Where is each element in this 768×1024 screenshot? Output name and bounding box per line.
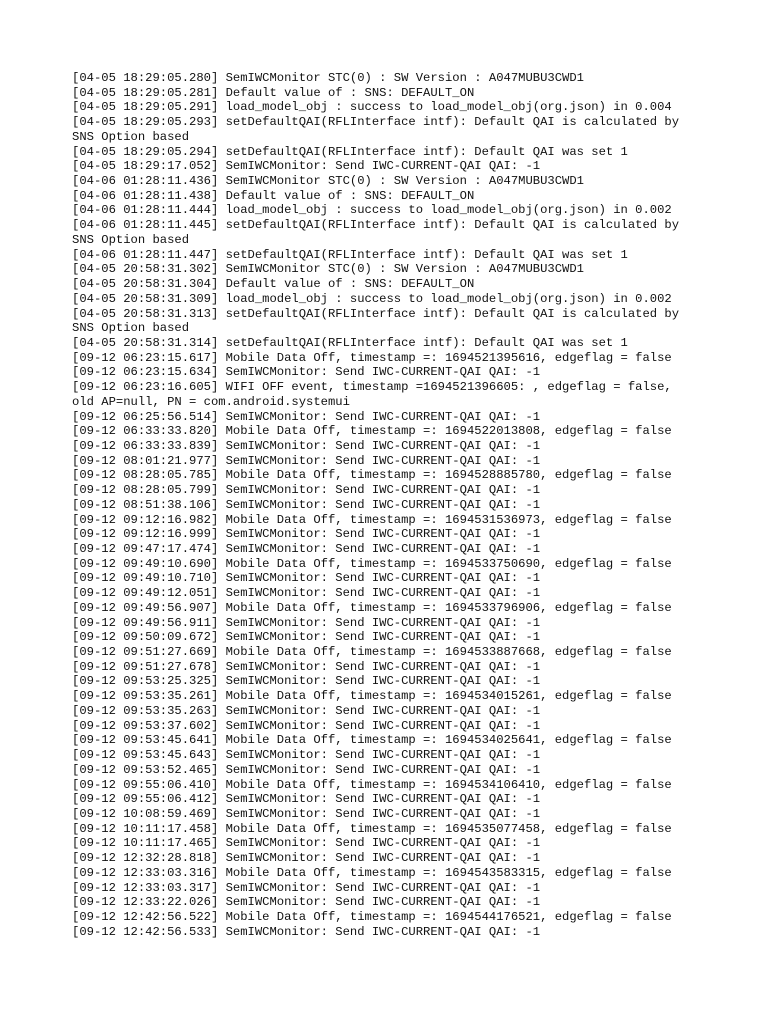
log-line: [04-06 01:28:11.444] load_model_obj : success to load_model_obj(org.json) in 0.002: [72, 203, 672, 218]
log-line: [09-12 09:47:17.474] SemIWCMonitor: Send IWC-CURRENT-QAI QAI: -1: [72, 542, 541, 556]
log-line: [04-05 20:58:31.304] Default value of : SNS: DEFAULT_ON: [72, 277, 475, 292]
log-document: [72, 71, 712, 939]
log-line: [09-12 08:01:21.977] SemIWCMonitor: Send IWC-CURRENT-QAI QAI: -1: [72, 453, 541, 468]
log-line: [09-12 09:49:12.051] SemIWCMonitor: Send IWC-CURRENT-QAI QAI: -1: [72, 586, 541, 601]
log-line: [09-12 06:33:33.820] Mobile Data Off, timestamp =: 1694522013808, edgeflag = false: [72, 424, 672, 439]
log-line: [09-12 09:51:27.669] Mobile Data Off, timestamp =: 1694533887668, edgeflag = false: [72, 645, 672, 660]
log-line: [09-12 08:51:38.106] SemIWCMonitor: Send IWC-CURRENT-QAI QAI: -1: [72, 497, 541, 512]
log-line: [04-05 18:29:05.281] Default value of : SNS: DEFAULT_ON: [72, 85, 475, 100]
log-line: [09-12 06:25:56.514] SemIWCMonitor: Send IWC-CURRENT-QAI QAI: -1: [72, 409, 541, 424]
log-line: old AP=null, PN = com.android.systemui: [72, 394, 350, 409]
log-line: [09-12 09:49:10.710] SemIWCMonitor: Send IWC-CURRENT-QAI QAI: -1: [72, 571, 541, 586]
log-line: [04-05 20:58:31.302] SemIWCMonitor STC(0) : SW Version : A047MUBU3CWD1: [72, 262, 584, 277]
log-line: [09-12 10:08:59.469] SemIWCMonitor: Send IWC-CURRENT-QAI QAI: -1: [72, 806, 541, 821]
log-line: [04-05 18:29:05.293] setDefaultQAI(RFLInterface intf): Default QAI is calculated by: [72, 115, 680, 130]
log-line: [09-12 06:33:33.839] SemIWCMonitor: Send IWC-CURRENT-QAI QAI: -1: [72, 438, 541, 453]
log-line: [09-12 09:53:45.641] Mobile Data Off, timestamp =: 1694534025641, edgeflag = false: [72, 733, 672, 748]
log-line: [04-05 18:29:05.294] setDefaultQAI(RFLInterface intf): Default QAI was set 1: [72, 144, 628, 159]
log-line: SNS Option based: [72, 129, 190, 144]
log-line: [09-12 12:33:03.317] SemIWCMonitor: Send IWC-CURRENT-QAI QAI: -1: [72, 880, 541, 895]
log-line: [09-12 06:23:15.634] SemIWCMonitor: Send IWC-CURRENT-QAI QAI: -1: [72, 365, 541, 380]
log-line: [09-12 09:12:16.999] SemIWCMonitor: Send IWC-CURRENT-QAI QAI: -1: [72, 527, 541, 542]
log-line: [09-12 09:53:35.261] Mobile Data Off, timestamp =: 1694534015261, edgeflag = false: [72, 689, 672, 704]
log-line: [09-12 08:28:05.799] SemIWCMonitor: Send IWC-CURRENT-QAI QAI: -1: [72, 483, 541, 498]
log-line: [04-06 01:28:11.438] Default value of : SNS: DEFAULT_ON: [72, 188, 475, 203]
log-line: [09-12 09:53:25.325] SemIWCMonitor: Send IWC-CURRENT-QAI QAI: -1: [72, 674, 541, 689]
log-line: [04-05 20:58:31.309] load_model_obj : success to load_model_obj(org.json) in 0.002: [72, 291, 672, 306]
log-line: [09-12 10:11:17.458] Mobile Data Off, timestamp =: 1694535077458, edgeflag = false: [72, 821, 672, 836]
log-line: [04-05 20:58:31.314] setDefaultQAI(RFLInterface intf): Default QAI was set 1: [72, 335, 628, 350]
log-line: [09-12 09:51:27.678] SemIWCMonitor: Send IWC-CURRENT-QAI QAI: -1: [72, 659, 541, 674]
log-line: [04-06 01:28:11.445] setDefaultQAI(RFLInterface intf): Default QAI is calculated by: [72, 218, 680, 233]
log-line: [04-06 01:28:11.436] SemIWCMonitor STC(0) : SW Version : A047MUBU3CWD1: [72, 174, 584, 189]
log-line: [09-12 06:23:15.617] Mobile Data Off, timestamp =: 1694521395616, edgeflag = false: [72, 350, 672, 365]
log-line: [09-12 09:55:06.412] SemIWCMonitor: Send IWC-CURRENT-QAI QAI: -1: [72, 792, 541, 807]
log-line: [09-12 09:50:09.672] SemIWCMonitor: Send IWC-CURRENT-QAI QAI: -1: [72, 630, 541, 645]
log-line: [09-12 06:23:16.605] WIFI OFF event, timestamp =1694521396605: , edgeflag = false,: [72, 380, 672, 395]
log-line: [04-05 18:29:05.291] load_model_obj : success to load_model_obj(org.json) in 0.004: [72, 100, 672, 115]
log-line: [09-12 12:33:22.026] SemIWCMonitor: Send IWC-CURRENT-QAI QAI: -1: [72, 895, 541, 910]
log-line: [09-12 09:55:06.410] Mobile Data Off, timestamp =: 1694534106410, edgeflag = false: [72, 777, 672, 792]
log-line: [09-12 09:49:10.690] Mobile Data Off, timestamp =: 1694533750690, edgeflag = false: [72, 556, 672, 571]
log-line: [04-05 18:29:17.052] SemIWCMonitor: Send IWC-CURRENT-QAI QAI: -1: [72, 159, 541, 174]
log-line: [09-12 09:53:35.263] SemIWCMonitor: Send IWC-CURRENT-QAI QAI: -1: [72, 703, 541, 718]
log-line: [09-12 09:53:45.643] SemIWCMonitor: Send IWC-CURRENT-QAI QAI: -1: [72, 748, 541, 763]
log-line: [09-12 12:32:28.818] SemIWCMonitor: Send IWC-CURRENT-QAI QAI: -1: [72, 851, 541, 866]
log-line: [09-12 09:49:56.907] Mobile Data Off, timestamp =: 1694533796906, edgeflag = false: [72, 600, 672, 615]
log-line: [04-05 20:58:31.313] setDefaultQAI(RFLInterface intf): Default QAI is calculated by: [72, 306, 680, 321]
log-line: [09-12 12:33:03.316] Mobile Data Off, timestamp =: 1694543583315, edgeflag = false: [72, 865, 672, 880]
log-line: [09-12 09:53:52.465] SemIWCMonitor: Send IWC-CURRENT-QAI QAI: -1: [72, 762, 541, 777]
log-line: [09-12 09:49:56.911] SemIWCMonitor: Send IWC-CURRENT-QAI QAI: -1: [72, 615, 541, 630]
log-line: [09-12 09:53:37.602] SemIWCMonitor: Send IWC-CURRENT-QAI QAI: -1: [72, 718, 541, 733]
log-line: [04-05 18:29:05.280] SemIWCMonitor STC(0) : SW Version : A047MUBU3CWD1: [72, 71, 584, 85]
log-line: [09-12 09:12:16.982] Mobile Data Off, timestamp =: 1694531536973, edgeflag = false: [72, 512, 672, 527]
log-line: [09-12 12:42:56.533] SemIWCMonitor: Send IWC-CURRENT-QAI QAI: -1: [72, 924, 541, 939]
log-line: [09-12 08:28:05.785] Mobile Data Off, timestamp =: 1694528885780, edgeflag = false: [72, 468, 672, 483]
log-line: SNS Option based: [72, 232, 190, 247]
log-line: [04-06 01:28:11.447] setDefaultQAI(RFLInterface intf): Default QAI was set 1: [72, 247, 628, 262]
log-line: [09-12 12:42:56.522] Mobile Data Off, timestamp =: 1694544176521, edgeflag = false: [72, 909, 672, 924]
log-line: [09-12 10:11:17.465] SemIWCMonitor: Send IWC-CURRENT-QAI QAI: -1: [72, 836, 541, 851]
log-line: SNS Option based: [72, 321, 190, 336]
